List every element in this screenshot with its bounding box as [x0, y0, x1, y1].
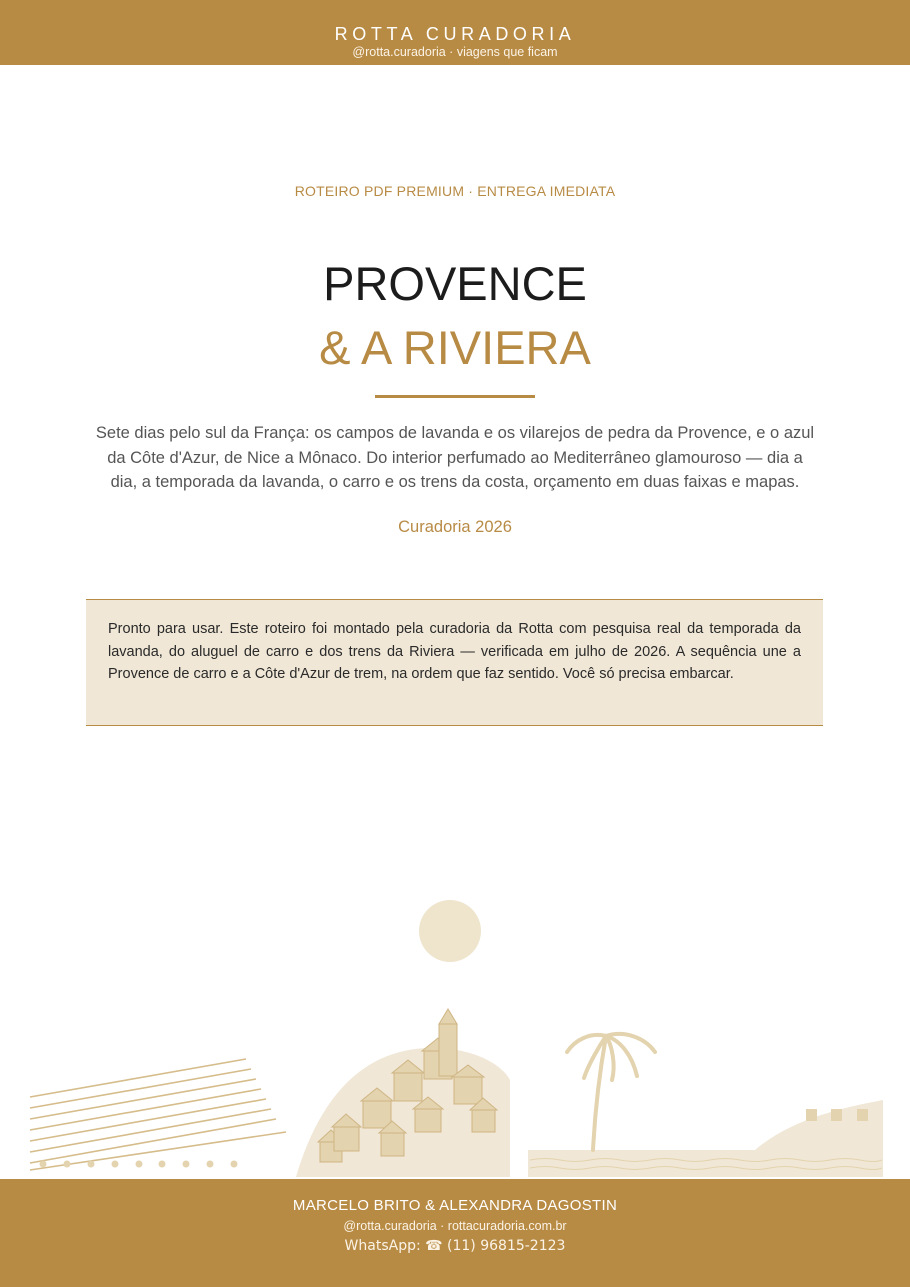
- footer-web: @rotta.curadoria · rottacuradoria.com.br: [343, 1219, 567, 1233]
- edition-year: Curadoria 2026: [398, 518, 512, 536]
- product-kicker: ROTEIRO PDF PREMIUM · ENTREGA IMEDIATA: [294, 183, 616, 199]
- ready-notice-text: Pronto para usar. Este roteiro foi montado pela curadoria da Rotta com pesquisa real da temporada da lavanda, do aluguel de carro e dos trens da Riviera — verificada em julho de 2026. A sequência une a Provence de carro e a Côte d'Azur de trem, na ordem que faz sentido. Você só precisa embarcar.: [108, 621, 801, 682]
- beach-icon: [528, 1150, 883, 1177]
- footer-whatsapp: WhatsApp: ☎ (11) 96815-2123: [344, 1238, 566, 1254]
- lavender-dots-icon: [40, 1161, 238, 1168]
- page-footer: [0, 1179, 910, 1287]
- title-line-1: PROVENCE: [323, 257, 587, 310]
- palm-tree-icon: [567, 1034, 655, 1150]
- castle-blocks-icon: [806, 1109, 868, 1121]
- coast-hill-icon: [755, 1100, 883, 1150]
- title-line-2: & A RIVIERA: [319, 321, 591, 374]
- intro-paragraph: Sete dias pelo sul da França: os campos de lavanda e os vilarejos de pedra da Provence, e o azul da Côte d'Azur, de Nice a Mônaco. Do interior perfumado ao Mediterrâneo glamouroso — dia a dia, a temporada da lavanda, o carro e os trens da costa, orçamento em duas faixas e mapas.: [95, 424, 815, 491]
- footer-authors: MARCELO BRITO & ALEXANDRA DAGOSTIN: [292, 1197, 618, 1214]
- title-divider: [375, 395, 535, 398]
- provence-illustration: [0, 880, 910, 1180]
- sun-icon: [419, 900, 481, 962]
- brand-handle: @rotta.curadoria · viagens que ficam: [352, 45, 558, 59]
- lavender-field-icon: [30, 1059, 286, 1170]
- brand-name: ROTTA CURADORIA: [334, 24, 576, 44]
- ready-notice-box: [86, 599, 823, 726]
- page-header: [0, 0, 910, 65]
